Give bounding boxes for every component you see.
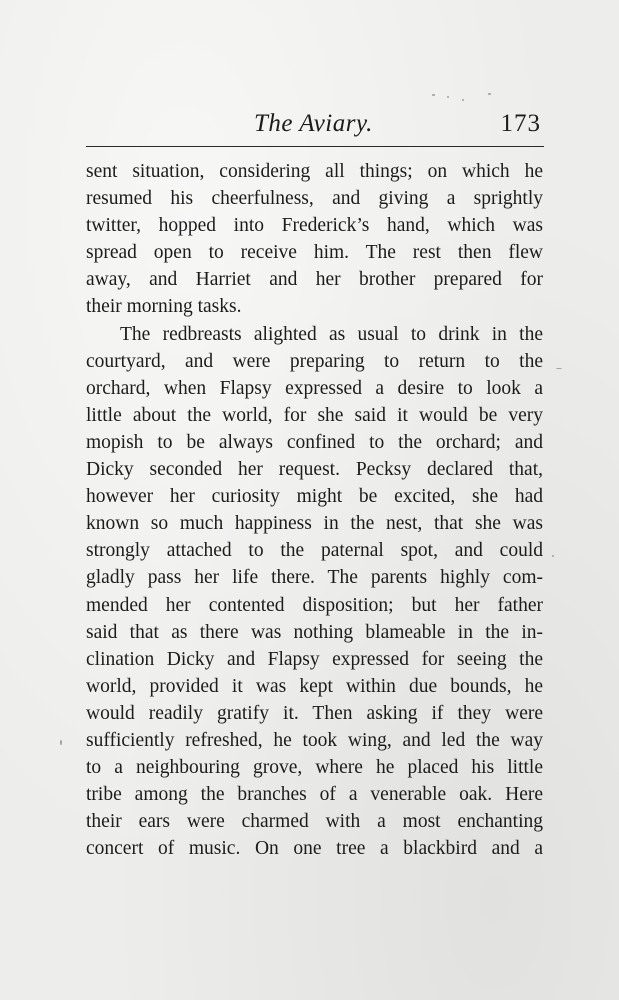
text-line: sent situation, considering all things; on which he xyxy=(86,161,543,182)
paper-speck xyxy=(447,96,449,98)
paper-speck xyxy=(462,99,464,101)
text-line: courtyard, and were preparing to return to the xyxy=(86,350,543,372)
page-number: 173 xyxy=(500,110,541,137)
text-line: Dicky seconded her request. Pecksy declared that, xyxy=(86,459,543,481)
text-line: strongly attached to the paternal spot, and could xyxy=(86,540,543,562)
text-line: The redbreasts alighted as usual to drink in the xyxy=(120,323,543,345)
text-line: orchard, when Flapsy expressed a desire to look a xyxy=(86,377,543,399)
text-line: gladly pass her life there. The parents highly com- xyxy=(86,567,543,589)
text-line: sufficiently refreshed, he took wing, and led the way xyxy=(86,729,543,751)
paper-speck xyxy=(60,740,62,745)
text-line: clination Dicky and Flapsy expressed for seeing the xyxy=(86,648,543,670)
header-rule xyxy=(86,146,544,147)
paper-speck xyxy=(556,368,562,369)
text-line: spread open to receive him. The rest then flew xyxy=(86,242,543,264)
text-line: their morning tasks. xyxy=(86,296,242,318)
running-title: The Aviary. xyxy=(254,110,373,137)
text-line: however her curiosity might be excited, she had xyxy=(86,486,543,508)
text-line: little about the world, for she said it would be very xyxy=(86,404,543,426)
text-line: concert of music. On one tree a blackbird and a xyxy=(86,838,543,860)
paper-speck xyxy=(432,94,435,96)
text-line: tribe among the branches of a venerable oak. Here xyxy=(86,784,543,806)
text-line: their ears were charmed with a most enchanting xyxy=(86,811,543,833)
paper-speck xyxy=(488,93,491,95)
text-line: mopish to be always confined to the orchard; and xyxy=(86,431,543,453)
page-header xyxy=(86,108,541,144)
paper-speck xyxy=(552,555,554,557)
text-line: said that as there was nothing blameable in the in- xyxy=(86,621,543,643)
text-line: to a neighbouring grove, where he placed his little xyxy=(86,757,543,779)
text-line: world, provided it was kept within due bounds, he xyxy=(86,675,543,697)
text-line: away, and Harriet and her brother prepared for xyxy=(86,269,543,291)
text-line: known so much happiness in the nest, that she was xyxy=(86,513,543,535)
text-line: mended her contented disposition; but her father xyxy=(86,594,543,616)
text-line: resumed his cheerfulness, and giving a sprightly xyxy=(86,188,543,210)
text-line: would readily gratify it. Then asking if they were xyxy=(86,702,543,724)
text-line: twitter, hopped into Frederick’s hand, which was xyxy=(86,215,543,237)
body-text xyxy=(86,158,543,862)
